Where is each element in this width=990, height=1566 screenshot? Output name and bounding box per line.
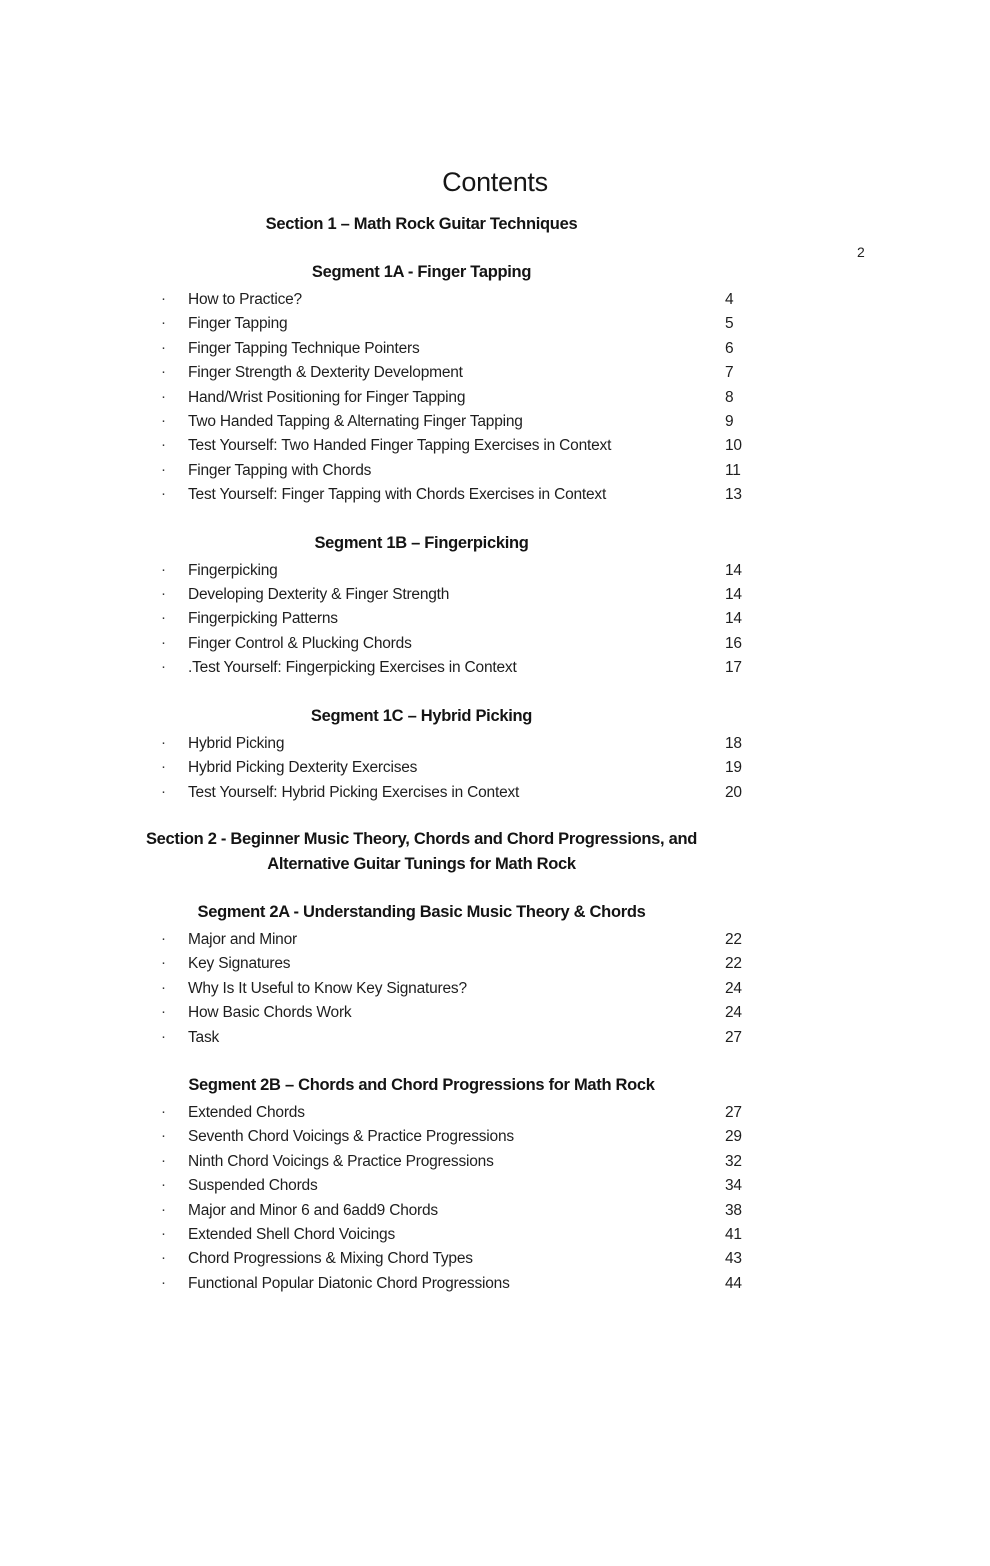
bullet-icon: · [161, 1273, 166, 1291]
toc-entry[interactable] [133, 952, 793, 976]
toc-entry-page: 27 [725, 1103, 742, 1121]
toc-entry[interactable] [133, 1150, 793, 1174]
toc-entry[interactable] [133, 928, 793, 952]
table-of-contents [0, 212, 990, 1296]
toc-segment [0, 531, 990, 681]
toc-entry[interactable] [133, 656, 793, 680]
contents-title: Contents [442, 167, 548, 197]
toc-entry-label: Finger Strength & Dexterity Development [188, 364, 463, 382]
toc-entry-label: Suspended Chords [188, 1177, 318, 1195]
toc-entry-label: Extended Chords [188, 1103, 305, 1121]
toc-entry-page: 8 [725, 388, 734, 406]
toc-entry[interactable] [133, 583, 793, 607]
toc-entry[interactable] [133, 559, 793, 583]
toc-entry[interactable] [133, 361, 793, 385]
toc-entry-page: 32 [725, 1152, 742, 1170]
bullet-icon: · [161, 485, 166, 503]
toc-entry[interactable] [133, 1174, 793, 1198]
toc-entry-page: 9 [725, 413, 734, 431]
toc-list [133, 732, 793, 805]
toc-entry-label: Major and Minor [188, 930, 297, 948]
toc-entry-page: 24 [725, 979, 742, 997]
toc-entry[interactable] [133, 977, 793, 1001]
toc-entry-label: Fingerpicking Patterns [188, 610, 338, 628]
bullet-icon: · [161, 338, 166, 356]
toc-entry[interactable] [133, 732, 793, 756]
bullet-icon: · [161, 363, 166, 381]
toc-entry[interactable] [133, 781, 793, 805]
toc-entry-label: Chord Progressions & Mixing Chord Types [188, 1250, 473, 1268]
segment-heading: Segment 1B – Fingerpicking [314, 533, 529, 552]
section-heading-line: Section 1 – Math Rock Guitar Techniques [265, 215, 578, 233]
bullet-icon: · [161, 978, 166, 996]
toc-entry-page: 14 [725, 561, 742, 579]
toc-entry-label: Why Is It Useful to Know Key Signatures? [188, 979, 467, 997]
bullet-icon: · [161, 758, 166, 776]
bullet-icon: · [161, 314, 166, 332]
toc-entry-page: 6 [725, 339, 734, 357]
bullet-icon: · [161, 609, 166, 627]
toc-section [0, 212, 990, 805]
toc-entry-label: Major and Minor 6 and 6add9 Chords [188, 1201, 438, 1219]
toc-entry-page: 10 [725, 437, 742, 455]
bullet-icon: · [161, 1151, 166, 1169]
toc-entry[interactable] [133, 410, 793, 434]
toc-entry-page: 22 [725, 930, 742, 948]
toc-entry-page: 11 [725, 461, 741, 479]
section-segments [0, 900, 990, 1296]
toc-list [133, 928, 793, 1050]
segment-heading: Segment 1C – Hybrid Picking [310, 706, 533, 725]
toc-entry-page: 13 [725, 486, 742, 504]
bullet-icon: · [161, 387, 166, 405]
toc-entry-label: Hybrid Picking [188, 734, 285, 752]
toc-entry-page: 22 [725, 955, 742, 973]
bullet-icon: · [161, 1127, 166, 1145]
toc-entry[interactable] [133, 1101, 793, 1125]
page-number: 2 [857, 244, 865, 260]
segment-heading: Segment 2B – Chords and Chord Progressions for Math Rock [188, 1075, 655, 1094]
toc-entry-label: Finger Control & Plucking Chords [188, 634, 412, 652]
segment-heading: Segment 2A - Understanding Basic Music Theory & Chords [197, 902, 646, 921]
toc-segment [0, 260, 990, 508]
toc-entry-label: How Basic Chords Work [188, 1004, 352, 1022]
toc-entry-page: 18 [725, 734, 742, 752]
toc-entry[interactable] [133, 1247, 793, 1271]
toc-entry-label: .Test Yourself: Fingerpicking Exercises in Context [188, 659, 517, 677]
bullet-icon: · [161, 436, 166, 454]
bullet-icon: · [161, 733, 166, 751]
toc-segment [0, 1073, 990, 1296]
bullet-icon: · [161, 1003, 166, 1021]
toc-section [0, 827, 990, 1296]
toc-entry-page: 24 [725, 1004, 742, 1022]
toc-list [133, 559, 793, 681]
bullet-icon: · [161, 633, 166, 651]
section-heading [133, 212, 710, 237]
toc-entry-page: 38 [725, 1201, 742, 1219]
toc-entry[interactable] [133, 483, 793, 507]
toc-entry-label: Hand/Wrist Positioning for Finger Tapping [188, 388, 466, 406]
toc-entry-page: 27 [725, 1028, 742, 1046]
bullet-icon: · [161, 1027, 166, 1045]
toc-entry[interactable] [133, 1125, 793, 1149]
toc-entry[interactable] [133, 1001, 793, 1025]
toc-list [133, 1101, 793, 1296]
toc-entry-page: 19 [725, 759, 742, 777]
toc-entry[interactable] [133, 1026, 793, 1050]
toc-entry-page: 41 [725, 1225, 742, 1243]
toc-entry[interactable] [133, 607, 793, 631]
toc-entry-page: 44 [725, 1274, 742, 1292]
toc-entry[interactable] [133, 434, 793, 458]
toc-segment [0, 704, 990, 805]
toc-entry-label: Test Yourself: Finger Tapping with Chords Exercises in Context [188, 486, 607, 504]
segment-heading: Segment 1A - Finger Tapping [311, 263, 532, 281]
section-heading [133, 827, 710, 877]
bullet-icon: · [161, 1200, 166, 1218]
toc-entry-label: Task [188, 1028, 220, 1046]
bullet-icon: · [161, 1176, 166, 1194]
toc-entry-page: 7 [725, 364, 734, 382]
toc-entry[interactable] [133, 1199, 793, 1223]
toc-entry-label: Finger Tapping with Chords [188, 461, 372, 479]
toc-entry-page: 5 [725, 315, 734, 333]
toc-entry-page: 34 [725, 1177, 742, 1195]
toc-entry-page: 17 [725, 659, 742, 677]
toc-entry-label: Extended Shell Chord Voicings [188, 1225, 396, 1243]
section-heading-line: Section 2 - Beginner Music Theory, Chords and Chord Progressions, and [145, 829, 698, 848]
toc-list [133, 288, 793, 508]
toc-entry-label: Ninth Chord Voicings & Practice Progressions [188, 1152, 494, 1170]
toc-entry-label: Finger Tapping Technique Pointers [188, 339, 420, 357]
bullet-icon: · [161, 1249, 166, 1267]
toc-entry[interactable] [133, 1272, 793, 1296]
toc-segment [0, 900, 990, 1050]
toc-entry-page: 20 [725, 783, 742, 801]
bullet-icon: · [161, 658, 166, 676]
bullet-icon: · [161, 585, 166, 603]
toc-entry-page: 14 [725, 610, 742, 628]
toc-entry-page: 14 [725, 586, 742, 604]
toc-entry-label: Finger Tapping [188, 315, 288, 333]
toc-entry[interactable] [133, 386, 793, 410]
toc-entry[interactable] [133, 632, 793, 656]
toc-entry-page: 29 [725, 1128, 742, 1146]
toc-entry-page: 16 [725, 634, 742, 652]
bullet-icon: · [161, 412, 166, 430]
bullet-icon: · [161, 290, 166, 307]
bullet-icon: · [161, 1102, 166, 1120]
toc-entry[interactable] [133, 288, 793, 312]
bullet-icon: · [161, 560, 166, 578]
toc-entry-label: Developing Dexterity & Finger Strength [188, 586, 450, 604]
section-segments [0, 260, 990, 805]
section-heading-line: Alternative Guitar Tunings for Math Rock [267, 854, 576, 873]
bullet-icon: · [161, 1224, 166, 1242]
toc-entry[interactable] [133, 756, 793, 780]
toc-entry-label: Key Signatures [188, 955, 291, 973]
toc-entry-label: Test Yourself: Hybrid Picking Exercises in Context [188, 783, 520, 801]
toc-entry[interactable] [133, 337, 793, 361]
toc-entry-page: 43 [725, 1250, 742, 1268]
toc-entry-label: Seventh Chord Voicings & Practice Progressions [188, 1128, 514, 1146]
toc-entry-label: Two Handed Tapping & Alternating Finger Tapping [188, 413, 523, 431]
bullet-icon: · [161, 954, 166, 972]
toc-entry-label: How to Practice? [188, 291, 302, 308]
toc-entry-label: Functional Popular Diatonic Chord Progressions [188, 1274, 510, 1292]
toc-entry-label: Test Yourself: Two Handed Finger Tapping Exercises in Context [188, 437, 612, 455]
toc-entry[interactable] [133, 312, 793, 336]
bullet-icon: · [161, 929, 166, 947]
toc-entry[interactable] [133, 1223, 793, 1247]
toc-entry-page: 4 [725, 291, 734, 308]
bullet-icon: · [161, 460, 166, 478]
bullet-icon: · [161, 782, 166, 800]
toc-entry[interactable] [133, 459, 793, 483]
toc-entry-label: Fingerpicking [188, 561, 278, 579]
toc-entry-label: Hybrid Picking Dexterity Exercises [188, 759, 418, 777]
